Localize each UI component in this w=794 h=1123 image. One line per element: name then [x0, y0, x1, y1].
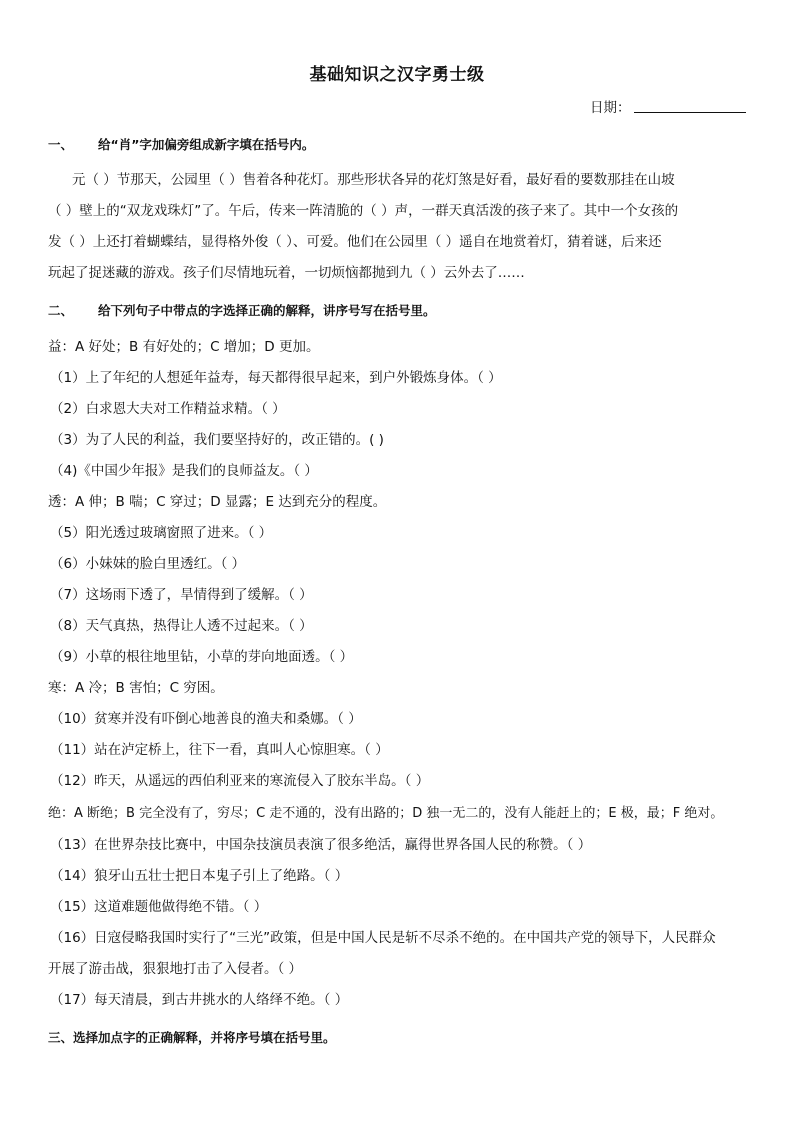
question-item-continuation: 开展了游击战，狠狠地打击了入侵者。（ ） — [48, 961, 303, 977]
question-item: （2）白求恩大夫对工作精益求精。（ ） — [50, 401, 286, 417]
section1-heading — [48, 136, 314, 154]
question-item: （9）小草的根往地里钻，小草的芽向地面透。（ ） — [50, 649, 354, 665]
question-item: （15）这道难题他做得绝不错。（ ） — [50, 899, 268, 915]
date-label: 日期： — [590, 100, 631, 116]
question-item: （8）天气真热，热得让人透不过起来。（ ） — [50, 618, 313, 634]
question-item: （14）狼牙山五壮士把日本鬼子引上了绝路。（ ） — [50, 868, 349, 884]
page-title: 基础知识之汉字勇士级 — [309, 65, 485, 85]
section2-number: 二、 — [48, 303, 74, 318]
question-item: （7）这场雨下透了，旱情得到了缓解。（ ） — [50, 587, 313, 603]
section1-paragraph-line: （ ）壁上的“双龙戏珠灯”了。午后，传来一阵清脆的（ ）声，一群天真活泼的孩子来了。其中一个女孩的 — [48, 203, 679, 219]
question-item: （12）昨天，从遥远的西伯利亚来的寒流侵入了胶东半岛。（ ） — [50, 773, 430, 789]
question-item: （5）阳光透过玻璃窗照了进来。（ ） — [50, 525, 273, 541]
question-item: （16）日寇侵略我国时实行了“三光”政策，但是中国人民是斩不尽杀不绝的。在中国共产党的领导下，人民群众 — [50, 930, 716, 946]
section3-heading: 三、选择加点字的正确解释，并将序号填在括号里。 — [48, 1030, 336, 1045]
section1-heading-text: 给“肖”字加偏旁组成新字填在括号内。 — [98, 137, 315, 152]
section1-paragraph-line: 发（ ）上还打着蝴蝶结，显得格外俊（ ）、可爱。他们在公园里（ ）遥自在地赏着灯，猜着谜，后来还 — [48, 234, 662, 250]
question-item: （10）贫寒并没有吓倒心地善良的渔夫和桑娜。（ ） — [50, 711, 362, 727]
question-item: （11）站在泸定桥上，往下一看，真叫人心惊胆寒。（ ） — [50, 742, 389, 758]
section1-number: 一、 — [48, 137, 74, 152]
section2-heading — [48, 302, 436, 320]
section1-paragraph-line: 元（ ）节那天，公园里（ ）售着各种花灯。那些形状各异的花灯煞是好看，最好看的要数那挂在山坡 — [72, 172, 675, 188]
date-blank-line — [634, 112, 746, 113]
question-item: （3）为了人民的利益，我们要坚持好的，改正错的。( ) — [50, 432, 384, 448]
question-item: （17）每天清晨，到古井挑水的人络绎不绝。（ ） — [50, 992, 349, 1008]
definition-line-han: 寒：A 冷；B 害怕；C 穷困。 — [48, 680, 224, 696]
definition-line-yi: 益：A 好处；B 有好处的；C 增加；D 更加。 — [48, 339, 320, 355]
section1-paragraph-line: 玩起了捉迷藏的游戏。孩子们尽情地玩着，一切烦恼都抛到九（ ）云外去了…… — [48, 265, 525, 281]
definition-line-jue: 绝：A 断绝；B 完全没有了，穷尽；C 走不通的，没有出路的；D 独一无二的，没有人能赶上的；E 极，最；F 绝对。 — [48, 806, 724, 821]
question-item: （1）上了年纪的人想延年益寿，每天都得很早起来，到户外锻炼身体。（ ） — [50, 370, 502, 386]
definition-line-tou: 透：A 伸；B 喘；C 穿过；D 显露；E 达到充分的程度。 — [48, 494, 387, 510]
question-item: （13）在世界杂技比赛中，中国杂技演员表演了很多绝活，赢得世界各国人民的称赞。（ ） — [50, 837, 592, 853]
question-item: （4)《中国少年报》是我们的良师益友。（ ） — [50, 463, 318, 479]
section2-heading-text: 给下列句子中带点的字选择正确的解释，讲序号写在括号里。 — [98, 303, 436, 318]
question-item: （6）小妹妹的脸白里透红。（ ） — [50, 556, 246, 572]
